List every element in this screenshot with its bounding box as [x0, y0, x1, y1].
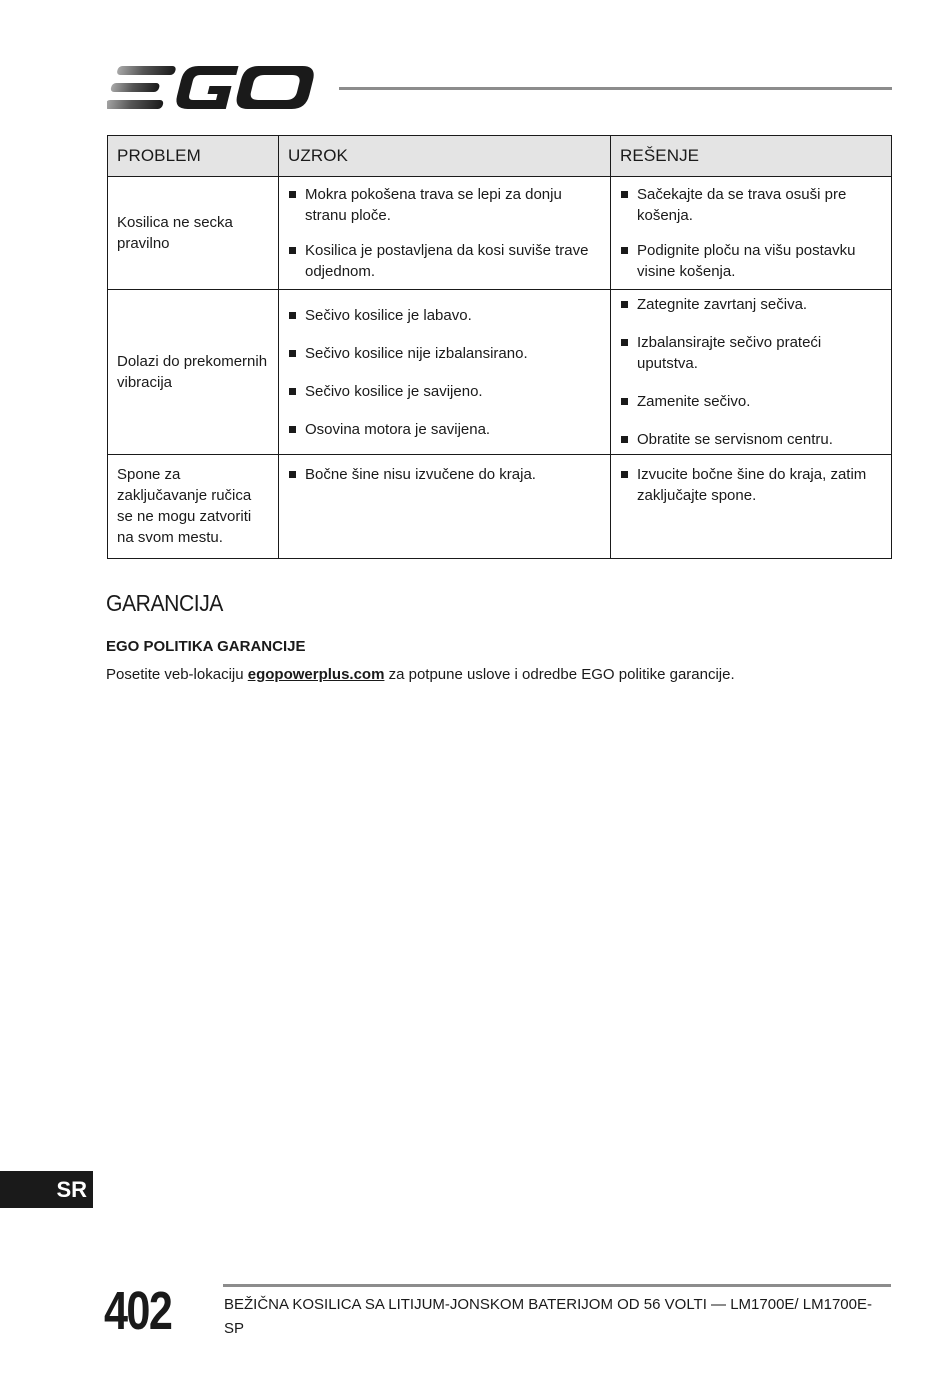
- cause-item: Mokra pokošena trava se lepi za donju stranu ploče.: [288, 184, 601, 226]
- language-tab: [0, 1171, 93, 1208]
- warranty-text: [106, 666, 735, 683]
- warranty-text-after: za potpune uslove i odredbe EGO politike garancije.: [384, 666, 735, 683]
- header-rule: [339, 87, 892, 90]
- cause-item: Bočne šine nisu izvučene do kraja.: [288, 464, 601, 485]
- header-problem: PROBLEM: [108, 136, 279, 177]
- header-solution: REŠENJE: [611, 136, 892, 177]
- solution-item: Sačekajte da se trava osuši pre košenja.: [620, 184, 882, 226]
- solution-item: Zategnite zavrtanj sečiva.: [620, 294, 882, 315]
- cause-cell: [279, 177, 611, 290]
- solution-item: Izvucite bočne šine do kraja, zatim zaključajte spone.: [620, 464, 882, 506]
- table-row: [108, 455, 892, 559]
- footer-rule: [223, 1284, 891, 1287]
- ego-logo: [107, 64, 319, 112]
- warranty-link[interactable]: egopowerplus.com: [247, 666, 385, 683]
- solution-item: Podignite ploču na višu postavku visine košenja.: [620, 240, 882, 282]
- solution-item: Obratite se servisnom centru.: [620, 429, 882, 450]
- solution-cell: [611, 290, 892, 455]
- footer-text: BEŽIČNA KOSILICA SA LITIJUM-JONSKOM BATERIJOM OD 56 VOLTI — LM1700E/ LM1700E-SP: [224, 1296, 872, 1337]
- warranty-text-before: Posetite veb-lokaciju: [106, 666, 248, 683]
- cause-item: Osovina motora je savijena.: [288, 419, 601, 440]
- cause-item: Sečivo kosilice je savijeno.: [288, 381, 601, 402]
- table-header-row: [108, 136, 892, 177]
- solution-cell: [611, 177, 892, 290]
- problem-cell: Kosilica ne secka pravilno: [108, 177, 279, 290]
- language-code: SR: [56, 1177, 87, 1202]
- cause-item: Sečivo kosilice nije izbalansirano.: [288, 343, 601, 364]
- table-row: [108, 177, 892, 290]
- problem-cell: Spone za zaključavanje ručica se ne mogu zatvoriti na svom mestu.: [108, 455, 279, 559]
- cause-cell: [279, 455, 611, 559]
- problem-cell: Dolazi do prekomernih vibracija: [108, 290, 279, 455]
- solution-cell: [611, 455, 892, 559]
- solution-item: Izbalansirajte sečivo prateći uputstva.: [620, 332, 882, 374]
- table-row: [108, 290, 892, 455]
- solution-item: Zamenite sečivo.: [620, 391, 882, 412]
- cause-cell: [279, 290, 611, 455]
- cause-item: Sečivo kosilice je labavo.: [288, 305, 601, 326]
- section-title: GARANCIJA: [106, 590, 223, 616]
- header-cause: UZROK: [279, 136, 611, 177]
- warranty-subtitle: EGO POLITIKA GARANCIJE: [106, 638, 306, 655]
- troubleshooting-table: [107, 135, 892, 559]
- page-number: 402: [104, 1281, 172, 1341]
- cause-item: Kosilica je postavljena da kosi suviše trave odjednom.: [288, 240, 601, 282]
